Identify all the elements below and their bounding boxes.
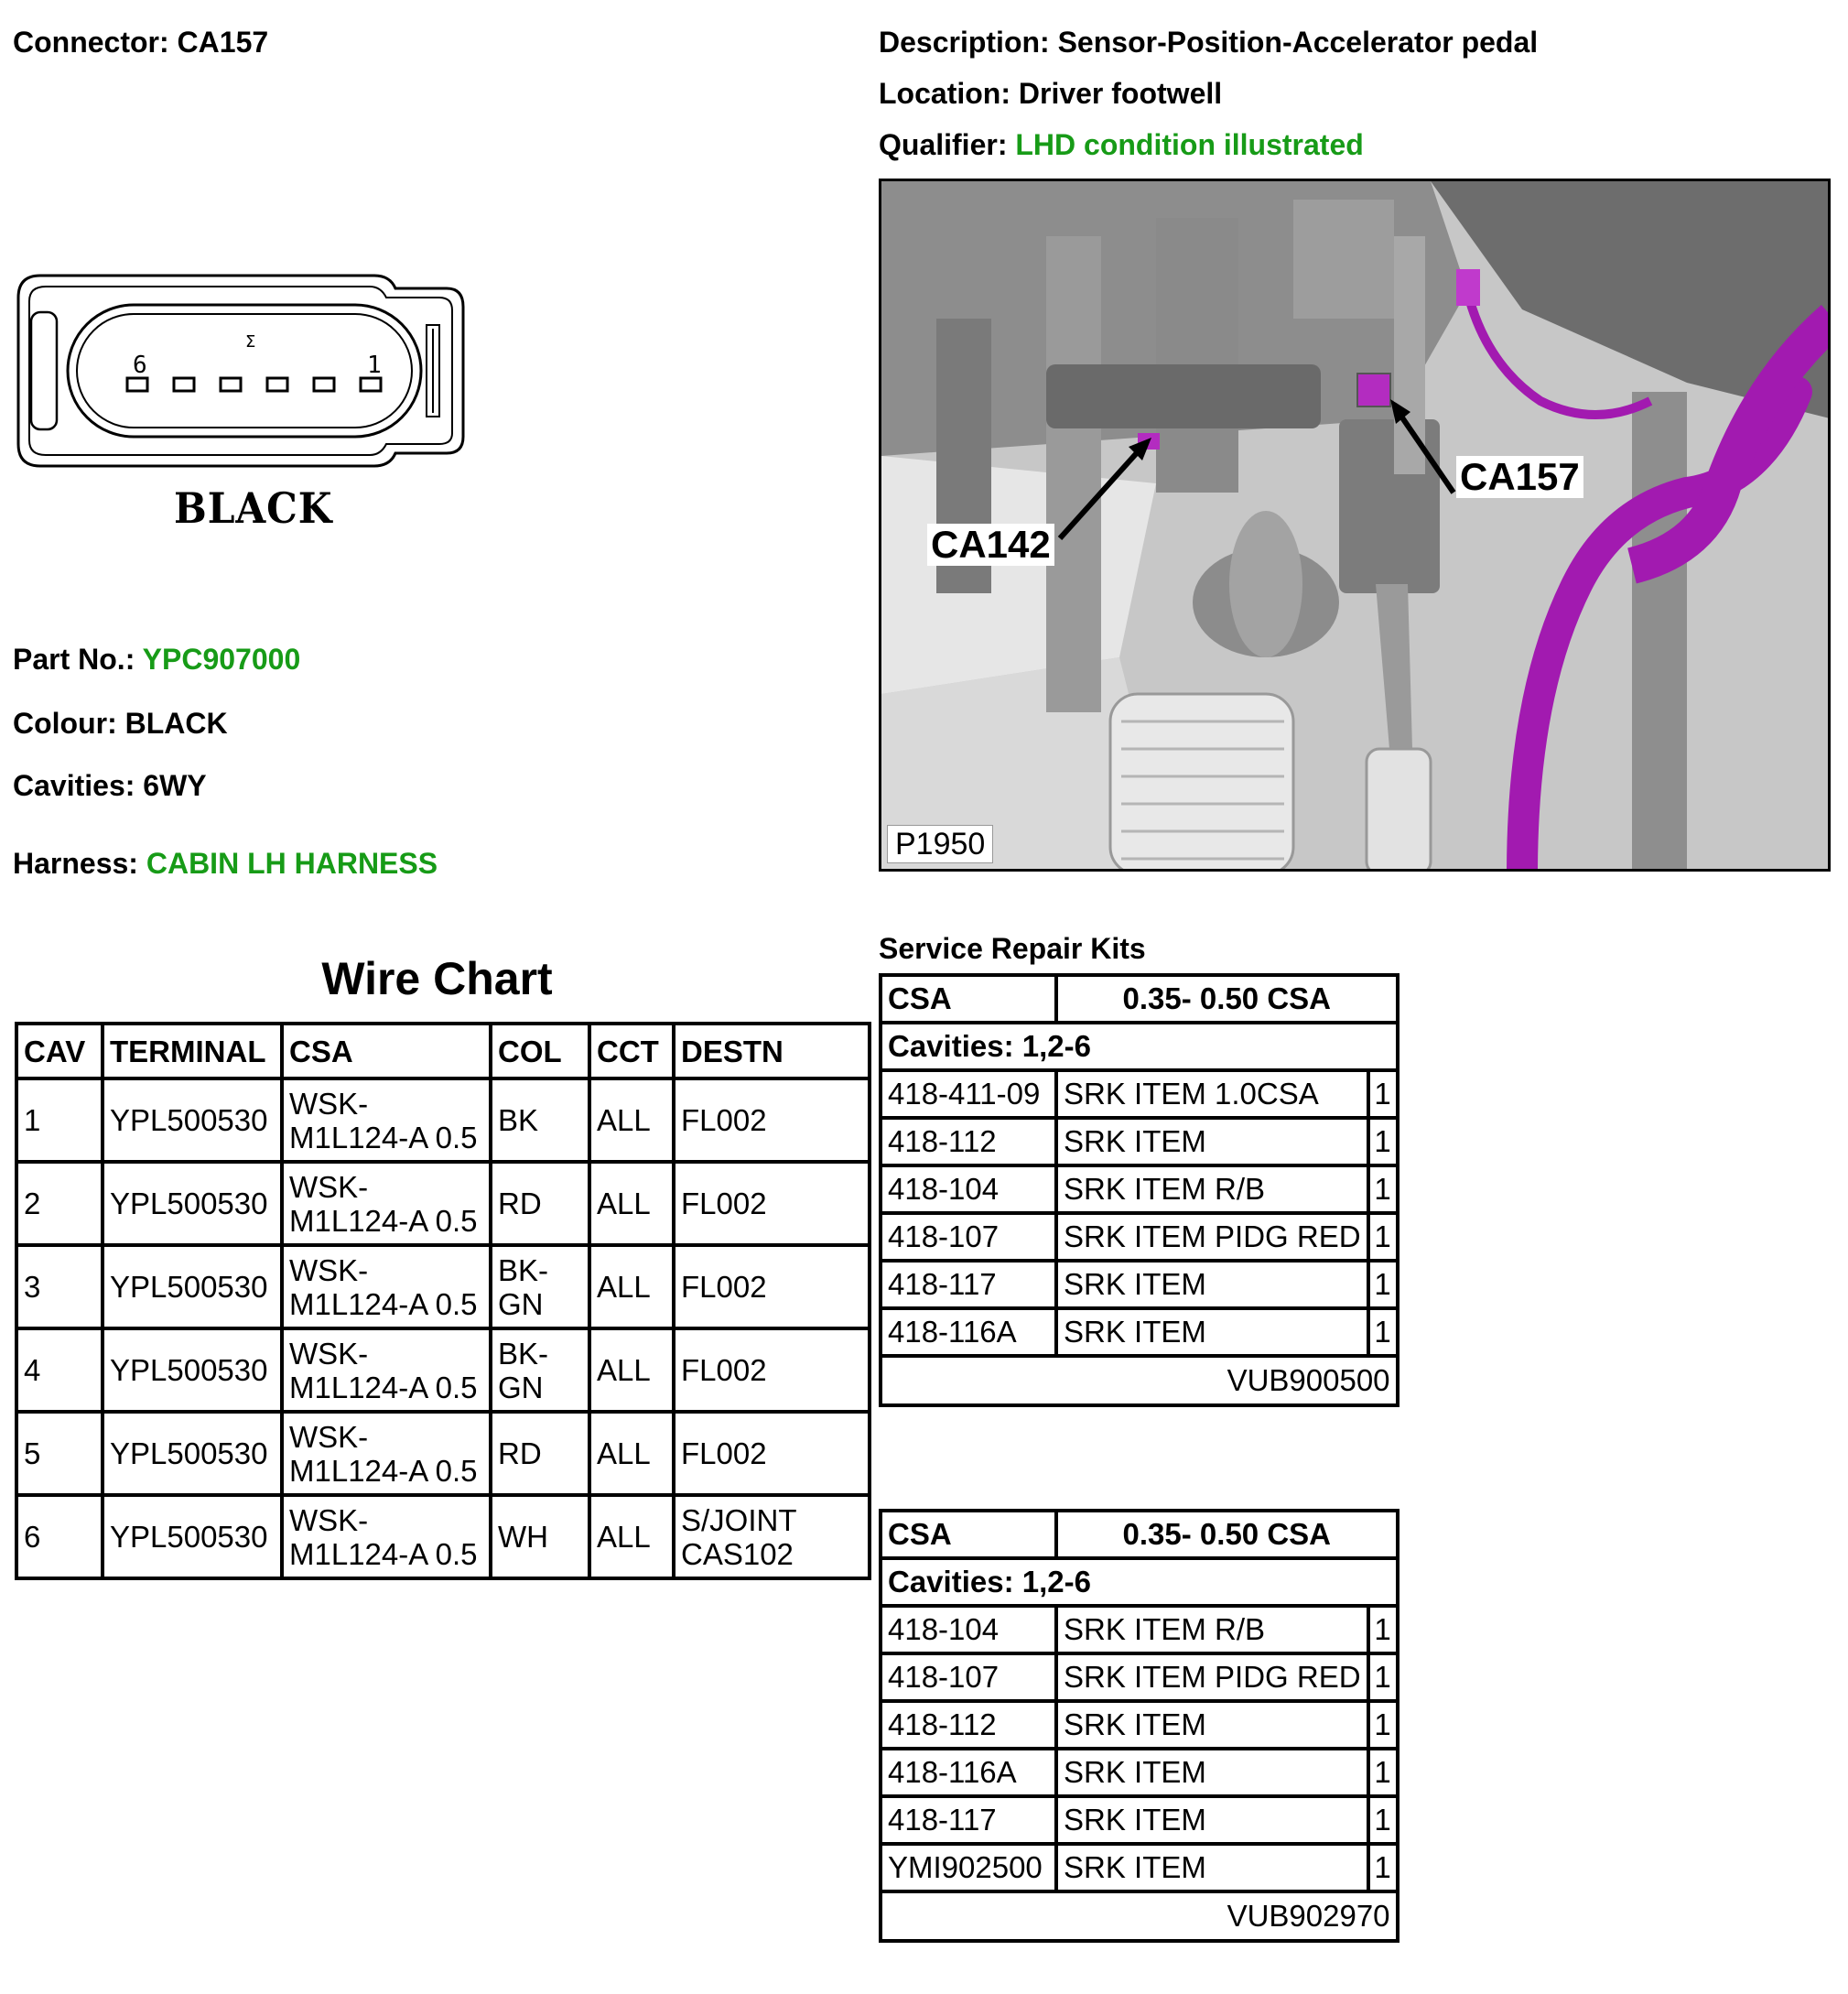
repair-kit-table [879, 973, 1400, 1407]
location-line [879, 77, 1222, 111]
terminal-cell: YPL500530 [103, 1328, 282, 1412]
terminal-cell: YPL500530 [103, 1495, 282, 1578]
kit-item-qty: 1 [1368, 1844, 1398, 1891]
table-row [881, 1118, 1398, 1165]
cav-cell: 3 [16, 1245, 103, 1328]
colour-value: BLACK [124, 707, 228, 740]
harness-value: CABIN LH HARNESS [146, 847, 438, 880]
csa-line-1: WSK- [289, 1336, 369, 1371]
colour-line [13, 707, 228, 741]
part-number-value: YPC907000 [142, 643, 301, 676]
description-label: Description: [879, 26, 1050, 59]
cavities-line [13, 769, 207, 803]
cct-cell: ALL [589, 1495, 674, 1578]
table-row [16, 1245, 870, 1328]
kit-footer-row [881, 1891, 1398, 1941]
cav-cell: 6 [16, 1495, 103, 1578]
location-photo [879, 179, 1831, 872]
terminal-cell: YPL500530 [103, 1245, 282, 1328]
cavities-value: 6WY [143, 769, 207, 802]
qualifier-line [879, 128, 1364, 162]
col-cell [491, 1245, 589, 1328]
csa-cell [282, 1328, 491, 1412]
header-col: COL [491, 1024, 589, 1078]
destn-cell [674, 1412, 870, 1495]
col-line-2: GN [498, 1370, 544, 1404]
location-value: Driver footwell [1018, 77, 1223, 110]
kit-item-name: SRK ITEM PIDG RED [1056, 1653, 1368, 1701]
pin-6-label: 6 [133, 352, 147, 379]
table-row [881, 1308, 1398, 1356]
repair-kit-table [879, 1509, 1400, 1943]
kit-item-qty: 1 [1368, 1749, 1398, 1796]
col-cell [491, 1078, 589, 1162]
cav-cell: 5 [16, 1412, 103, 1495]
kit-header-row [881, 1511, 1398, 1558]
terminal-cell: YPL500530 [103, 1162, 282, 1245]
destn-cell [674, 1162, 870, 1245]
service-repair-kits-title: Service Repair Kits [879, 932, 1146, 965]
cavities-label: Cavities: [13, 769, 135, 802]
kit-item-code: 418-411-09 [881, 1070, 1056, 1118]
kit-item-name: SRK ITEM [1056, 1308, 1368, 1356]
kit-item-name: SRK ITEM R/B [1056, 1165, 1368, 1213]
kit-item-qty: 1 [1368, 1261, 1398, 1308]
callout-ca157: CA157 [1456, 456, 1583, 498]
kit-item-qty: 1 [1368, 1070, 1398, 1118]
kit-item-qty: 1 [1368, 1165, 1398, 1213]
kit-item-name: SRK ITEM R/B [1056, 1606, 1368, 1653]
pin-1-label: 1 [367, 352, 382, 379]
table-row [881, 1749, 1398, 1796]
col-line-2: GN [498, 1286, 544, 1321]
kit-item-qty: 1 [1368, 1213, 1398, 1261]
kit-item-code: 418-107 [881, 1213, 1056, 1261]
cct-cell: ALL [589, 1245, 674, 1328]
table-row [881, 1653, 1398, 1701]
kit-item-code: 418-116A [881, 1749, 1056, 1796]
kit-item-code: 418-117 [881, 1261, 1056, 1308]
kit-item-name: SRK ITEM [1056, 1749, 1368, 1796]
header-cav: CAV [16, 1024, 103, 1078]
kit-item-name: SRK ITEM PIDG RED [1056, 1213, 1368, 1261]
col-cell [491, 1495, 589, 1578]
kit-csa-label: CSA [881, 975, 1056, 1023]
csa-cell [282, 1162, 491, 1245]
kit-number: VUB902970 [881, 1891, 1398, 1941]
connector-value: CA157 [177, 26, 269, 59]
description-line [879, 26, 1538, 60]
kit-cavities-row [881, 1558, 1398, 1606]
table-row [16, 1078, 870, 1162]
kit-item-code: 418-112 [881, 1701, 1056, 1749]
connector-label: Connector: [13, 26, 169, 59]
table-row [881, 1213, 1398, 1261]
connector-line [13, 26, 268, 60]
colour-label: Colour: [13, 707, 117, 740]
csa-cell [282, 1412, 491, 1495]
header-cct: CCT [589, 1024, 674, 1078]
csa-line-2: M1L124-A 0.5 [289, 1286, 478, 1321]
cct-cell: ALL [589, 1412, 674, 1495]
cct-cell: ALL [589, 1328, 674, 1412]
cav-cell: 1 [16, 1078, 103, 1162]
table-row [881, 1701, 1398, 1749]
part-number-line [13, 643, 300, 677]
location-label: Location: [879, 77, 1010, 110]
description-value: Sensor-Position-Accelerator pedal [1057, 26, 1539, 59]
kit-item-code: 418-112 [881, 1118, 1056, 1165]
csa-line-1: WSK- [289, 1086, 369, 1121]
kit-item-code: 418-104 [881, 1606, 1056, 1653]
cav-cell: 4 [16, 1328, 103, 1412]
kit-item-code: 418-104 [881, 1165, 1056, 1213]
callout-ca142: CA142 [927, 524, 1054, 566]
destn-line-1: FL002 [681, 1187, 767, 1220]
table-row [881, 1796, 1398, 1844]
kit-item-name: SRK ITEM [1056, 1844, 1368, 1891]
csa-cell [282, 1495, 491, 1578]
destn-line-1: S/JOINT [681, 1502, 797, 1537]
header-destn: DESTN [674, 1024, 870, 1078]
col-line-1: RD [498, 1436, 542, 1470]
table-row [881, 1261, 1398, 1308]
csa-line-2: M1L124-A 0.5 [289, 1120, 478, 1154]
key-mark: Σ [245, 332, 256, 352]
col-line-1: WH [498, 1520, 548, 1554]
harness-label: Harness: [13, 847, 138, 880]
csa-line-2: M1L124-A 0.5 [289, 1453, 478, 1488]
table-row [16, 1328, 870, 1412]
wire-chart-table [15, 1022, 871, 1580]
cav-cell: 2 [16, 1162, 103, 1245]
kit-csa-label: CSA [881, 1511, 1056, 1558]
kit-item-qty: 1 [1368, 1653, 1398, 1701]
csa-cell [282, 1078, 491, 1162]
connector-colour-label: BLACK [174, 483, 333, 533]
kit-number: VUB900500 [881, 1356, 1398, 1405]
cct-cell: ALL [589, 1078, 674, 1162]
destn-line-2: CAS102 [681, 1536, 794, 1571]
col-line-1: RD [498, 1187, 542, 1220]
table-row [16, 1162, 870, 1245]
kit-footer-row [881, 1356, 1398, 1405]
col-cell [491, 1162, 589, 1245]
table-row [16, 1495, 870, 1578]
table-row [881, 1165, 1398, 1213]
csa-cell [282, 1245, 491, 1328]
table-row [881, 1070, 1398, 1118]
destn-line-1: FL002 [681, 1103, 767, 1137]
kit-item-qty: 1 [1368, 1118, 1398, 1165]
terminal-cell: YPL500530 [103, 1412, 282, 1495]
csa-line-1: WSK- [289, 1169, 369, 1204]
col-cell [491, 1412, 589, 1495]
kit-item-code: 418-117 [881, 1796, 1056, 1844]
kit-item-qty: 1 [1368, 1701, 1398, 1749]
qualifier-label: Qualifier: [879, 128, 1008, 161]
part-number-label: Part No.: [13, 643, 135, 676]
col-line-1: BK- [498, 1336, 549, 1371]
csa-line-2: M1L124-A 0.5 [289, 1370, 478, 1404]
kit-item-code: 418-116A [881, 1308, 1056, 1356]
kit-item-code: YMI902500 [881, 1844, 1056, 1891]
destn-cell [674, 1078, 870, 1162]
harness-line [13, 847, 438, 881]
destn-cell [674, 1245, 870, 1328]
table-row [881, 1606, 1398, 1653]
kit-item-name: SRK ITEM [1056, 1261, 1368, 1308]
kit-header-row [881, 975, 1398, 1023]
kit-cavities: Cavities: 1,2-6 [881, 1023, 1398, 1070]
photo-reference: P1950 [887, 825, 993, 863]
kit-item-name: SRK ITEM [1056, 1701, 1368, 1749]
csa-line-2: M1L124-A 0.5 [289, 1536, 478, 1571]
csa-line-1: WSK- [289, 1252, 369, 1287]
terminal-cell: YPL500530 [103, 1078, 282, 1162]
col-line-1: BK- [498, 1252, 549, 1287]
kit-item-qty: 1 [1368, 1308, 1398, 1356]
col-line-1: BK [498, 1103, 539, 1137]
csa-line-1: WSK- [289, 1502, 369, 1537]
header-terminal: TERMINAL [103, 1024, 282, 1078]
kit-cavities-row [881, 1023, 1398, 1070]
kit-csa-value: 0.35- 0.50 CSA [1056, 975, 1398, 1023]
destn-line-1: FL002 [681, 1436, 767, 1470]
kit-item-qty: 1 [1368, 1606, 1398, 1653]
header-csa: CSA [282, 1024, 491, 1078]
qualifier-value: LHD condition illustrated [1015, 128, 1364, 161]
cct-cell: ALL [589, 1162, 674, 1245]
col-cell [491, 1328, 589, 1412]
destn-line-1: FL002 [681, 1353, 767, 1387]
csa-line-2: M1L124-A 0.5 [289, 1203, 478, 1238]
kit-item-qty: 1 [1368, 1796, 1398, 1844]
wire-chart-title: Wire Chart [321, 953, 553, 1004]
csa-line-1: WSK- [289, 1419, 369, 1454]
kit-item-name: SRK ITEM 1.0CSA [1056, 1070, 1368, 1118]
kit-item-name: SRK ITEM [1056, 1118, 1368, 1165]
destn-line-1: FL002 [681, 1270, 767, 1304]
destn-cell [674, 1328, 870, 1412]
destn-cell [674, 1495, 870, 1578]
table-row [881, 1844, 1398, 1891]
kit-item-code: 418-107 [881, 1653, 1056, 1701]
kit-item-name: SRK ITEM [1056, 1796, 1368, 1844]
wire-chart-header-row [16, 1024, 870, 1078]
kit-cavities: Cavities: 1,2-6 [881, 1558, 1398, 1606]
kit-csa-value: 0.35- 0.50 CSA [1056, 1511, 1398, 1558]
table-row [16, 1412, 870, 1495]
